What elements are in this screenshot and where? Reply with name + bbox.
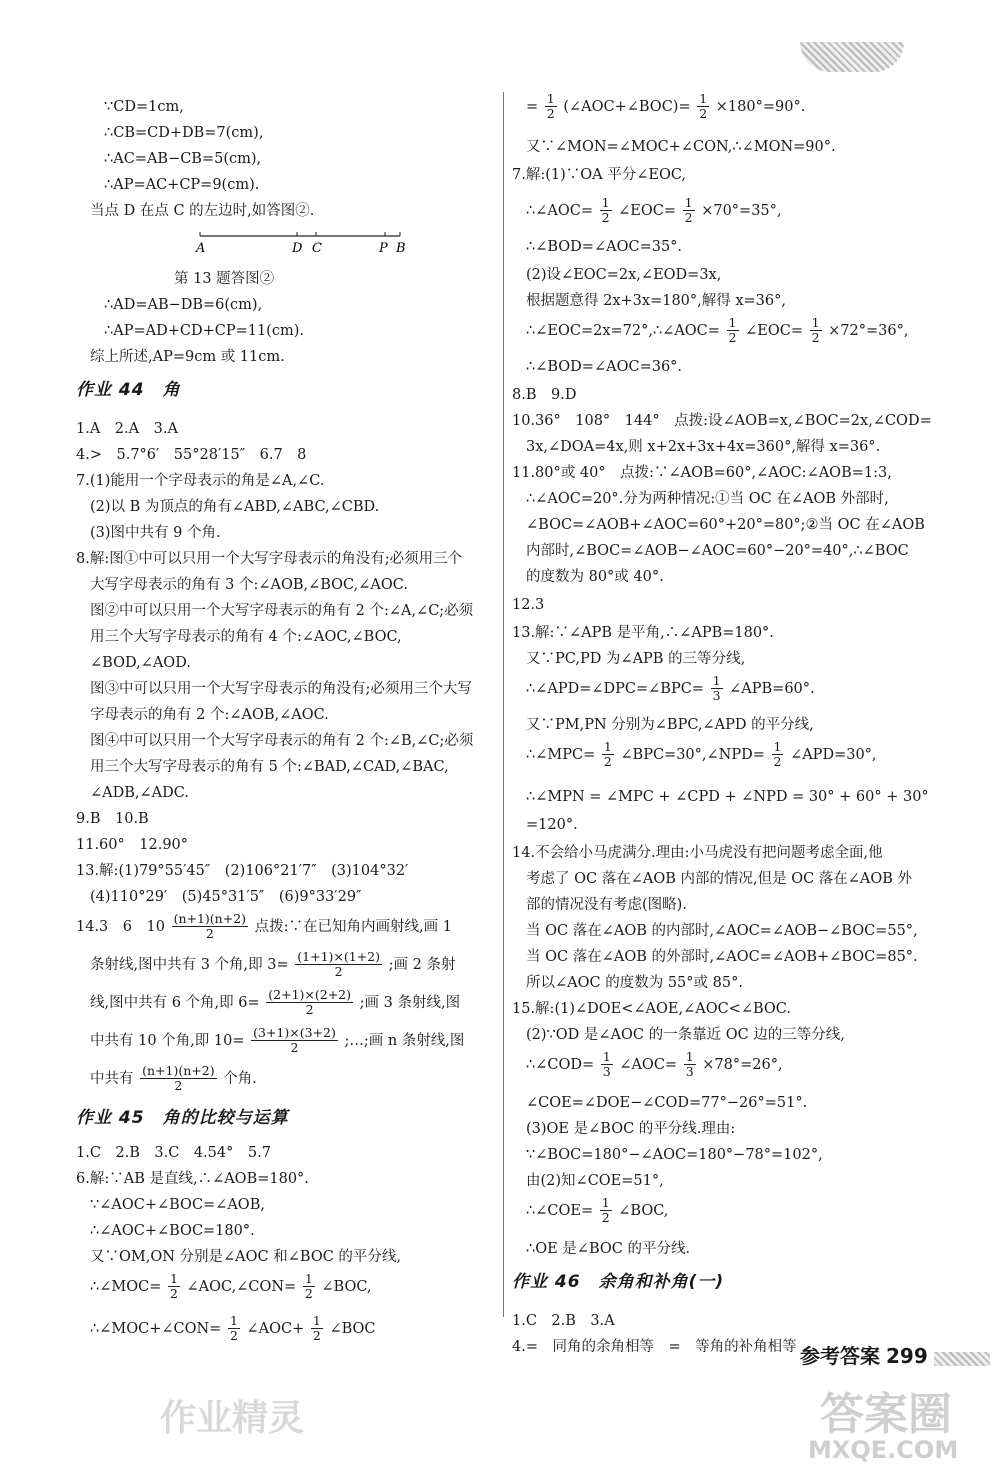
numerator: (n+1)(n+2) — [173, 911, 247, 926]
answer-line: 7.解:(1)∵OA 平分∠EOC, — [512, 167, 687, 183]
text-line: ∴AP=AC+CP=9(cm). — [104, 177, 260, 193]
fraction — [810, 316, 822, 346]
answer-line: =120°. — [526, 817, 578, 833]
text: 14.3 6 10 — [76, 918, 165, 935]
fraction — [295, 950, 382, 980]
answer-line: ∴OE 是∠BOC 的平分线. — [526, 1241, 691, 1257]
text: ×180°=90°. — [715, 98, 806, 115]
fraction — [311, 1314, 323, 1344]
answer-line: 当 OC 落在∠AOB 的内部时,∠AOC=∠AOB−∠BOC=55°, — [526, 923, 918, 939]
text: = — [526, 98, 539, 115]
answer-line: ∠BOD,∠AOD. — [90, 655, 191, 671]
text: ∠AOC= — [619, 1056, 678, 1073]
denominator: 2 — [601, 210, 610, 226]
answer-line: 用三个大写字母表示的角有 4 个:∠AOC,∠BOC, — [90, 629, 402, 645]
numerator: 1 — [728, 315, 737, 330]
fraction — [684, 1050, 696, 1080]
denominator: 2 — [304, 1286, 313, 1302]
answer-line-frac — [526, 92, 805, 122]
fraction — [266, 988, 353, 1018]
answer-line-frac — [526, 196, 782, 226]
footer-decoration — [934, 1352, 990, 1366]
answer-line: 4.= 同角的余角相等 = 等角的补角相等 — [512, 1339, 797, 1355]
text: ∠EOC= — [745, 322, 803, 339]
answer-line: 1.A 2.A 3.A — [76, 421, 178, 437]
denominator: 2 — [811, 330, 820, 346]
answer-line: 根据题意得 2x+3x=180°,解得 x=36°, — [526, 293, 786, 309]
fraction — [303, 1272, 315, 1302]
answer-line: ∴∠AOC+∠BOC=180°. — [90, 1223, 255, 1239]
answer-line: ∠ADB,∠ADC. — [90, 785, 189, 801]
fraction — [697, 92, 709, 122]
text: ∠AOC,∠CON= — [186, 1278, 297, 1295]
text: ∴∠MOC= — [90, 1278, 162, 1295]
text: ∠EOC= — [618, 202, 677, 219]
answer-line: 字母表示的角有 2 个:∠AOB,∠AOC. — [90, 707, 329, 723]
answer-line-frac — [90, 1272, 372, 1302]
fraction — [600, 1196, 612, 1226]
answer-line: 当 OC 落在∠AOB 的外部时,∠AOC=∠AOB+∠BOC=85°. — [526, 949, 918, 965]
section-heading-44: 作业 44 角 — [76, 380, 181, 400]
fraction — [601, 1050, 613, 1080]
point-label-a: A — [196, 241, 206, 256]
answer-line: 用三个大写字母表示的角有 5 个:∠BAD,∠CAD,∠BAC, — [90, 759, 449, 775]
text: ∴∠EOC=2x=72°,∴∠AOC= — [526, 322, 720, 339]
numerator: 1 — [699, 91, 708, 106]
text: ×78°=26°, — [702, 1056, 783, 1073]
answer-line: 又∵PM,PN 分别为∠BPC,∠APD 的平分线, — [526, 717, 814, 733]
point-label-p: P — [379, 241, 388, 256]
answer-line: 13.解:(1)79°55′45″ (2)106°21′7″ (3)104°32′ — [76, 863, 409, 879]
watermark-left: 作业精灵 — [160, 1398, 305, 1439]
answer-line: 8.解:图①中可以只用一个大写字母表示的角没有;必须用三个 — [76, 551, 463, 567]
text: ;画 2 条射 — [388, 956, 456, 973]
answer-line: ∵∠BOC=180°−∠AOC=180°−78°=102°, — [526, 1147, 823, 1163]
numerator: (2+1)×(2+2) — [268, 987, 352, 1002]
numerator: 1 — [684, 195, 693, 210]
answer-line: (2)∵OD 是∠AOC 的一条靠近 OC 边的三等分线, — [526, 1027, 845, 1043]
answer-line-frac — [90, 950, 455, 980]
section-heading-46: 作业 46 余角和补角(一) — [512, 1272, 725, 1292]
answer-line: 9.B 10.B — [76, 811, 149, 827]
numerator: 1 — [169, 1271, 178, 1286]
numerator: 1 — [601, 1195, 610, 1210]
denominator: 3 — [602, 1064, 611, 1080]
denominator: 3 — [685, 1064, 694, 1080]
top-decoration — [800, 42, 904, 72]
text: ∠BOC, — [321, 1278, 372, 1295]
answer-line: 内部时,∠BOC=∠AOB−∠AOC=60°−20°=40°,∴∠BOC — [526, 543, 909, 559]
watermark-right: 答案圈 — [820, 1389, 952, 1440]
answer-line-frac — [526, 674, 815, 704]
answer-line-frac — [526, 1050, 783, 1080]
text: ∠AOC+ — [246, 1320, 305, 1337]
text: 条射线,图中共有 3 个角,即 3= — [90, 956, 289, 973]
figure-caption: 第 13 题答图② — [174, 271, 275, 287]
point-label-c: C — [312, 241, 322, 256]
text: ;画 3 条射线,图 — [359, 994, 461, 1011]
answer-line: 图②中可以只用一个大写字母表示的角有 2 个:∠A,∠C;必须 — [90, 603, 474, 619]
numerator: (3+1)×(3+2) — [253, 1025, 336, 1040]
text: ∠BPC=30°,∠NPD= — [620, 746, 765, 763]
text: ∠APB=60°. — [729, 680, 815, 697]
denominator: 2 — [205, 926, 214, 942]
denominator: 3 — [712, 688, 721, 704]
numerator: 1 — [304, 1271, 313, 1286]
text-line: ∵CD=1cm, — [104, 99, 184, 115]
text-line: ∴AP=AD+CD+CP=11(cm). — [104, 323, 304, 339]
answer-line: 所以∠AOC 的度数为 55°或 85°. — [526, 975, 743, 991]
answer-line: ∴∠MPN = ∠MPC + ∠CPD + ∠NPD = 30° + 60° + 30° — [526, 789, 929, 805]
answer-line: 1.C 2.B 3.A — [512, 1313, 615, 1329]
answer-line: 11.80°或 40° 点拨:∵∠AOB=60°,∠AOC:∠AOB=1:3, — [512, 465, 892, 481]
fraction — [140, 1064, 216, 1094]
page-footer — [800, 1340, 990, 1369]
text-line: 综上所述,AP=9cm 或 11cm. — [90, 349, 285, 365]
answer-line: ∵∠AOC+∠BOC=∠AOB, — [90, 1197, 265, 1213]
answer-line: (3)图中共有 9 个角. — [90, 525, 221, 541]
numerator: (n+1)(n+2) — [142, 1063, 215, 1078]
answer-line-frac — [90, 988, 460, 1018]
answer-line: 图④中可以只用一个大写字母表示的角有 2 个:∠B,∠C;必须 — [90, 733, 474, 749]
answer-line: 11.60° 12.90° — [76, 837, 189, 853]
answer-line-frac — [526, 1196, 668, 1226]
text: ∠APD=30°, — [790, 746, 877, 763]
answer-line: 13.解:∵∠APB 是平角,∴∠APB=180°. — [512, 625, 774, 641]
answer-line: ∠BOC=∠AOB+∠AOC=60°+20°=80°;②当 OC 在∠AOB — [526, 517, 925, 533]
section-heading-45: 作业 45 角的比较与运算 — [76, 1108, 289, 1128]
fraction — [602, 740, 614, 770]
answer-line-frac — [76, 912, 452, 942]
fraction — [683, 196, 695, 226]
denominator: 2 — [699, 106, 708, 122]
denominator: 2 — [229, 1328, 238, 1344]
answer-line: ∴∠BOD=∠AOC=35°. — [526, 239, 683, 255]
answer-line-frac — [90, 1064, 257, 1094]
answer-line: 7.(1)能用一个字母表示的角是∠A,∠C. — [76, 473, 325, 489]
numerator: 1 — [546, 91, 555, 106]
fraction — [727, 316, 739, 346]
answer-line: 8.B 9.D — [512, 387, 577, 403]
answer-line-frac — [90, 1026, 464, 1056]
denominator: 2 — [305, 1002, 314, 1018]
answer-line: 图③中可以只用一个大写字母表示的角没有;必须用三个大写 — [90, 681, 472, 697]
answer-line-frac — [90, 1314, 376, 1344]
denominator: 2 — [773, 754, 782, 770]
denominator: 2 — [546, 106, 555, 122]
numerator: 1 — [602, 1049, 611, 1064]
answer-line: ∴∠AOC=20°.分为两种情况:①当 OC 在∠AOB 外部时, — [526, 491, 889, 507]
fraction — [711, 674, 723, 704]
answer-line: 又∵∠MON=∠MOC+∠CON,∴∠MON=90°. — [526, 139, 836, 155]
text: ∴∠MPC= — [526, 746, 596, 763]
answer-line: 的度数为 80°或 40°. — [526, 569, 664, 585]
page-number: 299 — [886, 1344, 928, 1368]
segment-figure — [76, 226, 494, 276]
answer-line: (2)设∠EOC=2x,∠EOD=3x, — [526, 267, 722, 283]
text: ×72°=36°, — [828, 322, 909, 339]
answer-line: 14.不会给小马虎满分.理由:小马虎没有把问题考虑全面,他 — [512, 845, 883, 861]
footer-label: 参考答案 — [800, 1344, 880, 1368]
text: ∠BOC, — [618, 1202, 669, 1219]
text: 个角. — [223, 1070, 257, 1087]
text-line: ∴AC=AB−CB=5(cm), — [104, 151, 262, 167]
text: ∴∠APD=∠DPC=∠BPC= — [526, 680, 704, 697]
answer-line: (4)110°29′ (5)45°31′5″ (6)9°33′29″ — [90, 889, 362, 905]
answer-line: (3)OE 是∠BOC 的平分线.理由: — [526, 1121, 736, 1137]
answer-line: 大写字母表示的角有 3 个:∠AOB,∠BOC,∠AOC. — [90, 577, 408, 593]
text-line: ∴AD=AB−DB=6(cm), — [104, 297, 263, 313]
answer-line: 又∵PC,PD 为∠APB 的三等分线, — [526, 651, 746, 667]
column-divider — [503, 92, 504, 1317]
text: 中共有 — [90, 1070, 134, 1087]
answer-line: 15.解:(1)∠DOE<∠AOE,∠AOC<∠BOC. — [512, 1001, 791, 1017]
answer-line: ∴∠BOD=∠AOC=36°. — [526, 359, 683, 375]
denominator: 2 — [312, 1328, 321, 1344]
answer-line: 由(2)知∠COE=51°, — [526, 1173, 664, 1189]
fraction — [168, 1272, 180, 1302]
answer-line: 10.36° 108° 144° 点拨:设∠AOB=x,∠BOC=2x,∠COD= — [512, 413, 932, 429]
denominator: 2 — [684, 210, 693, 226]
fraction — [545, 92, 557, 122]
text: 中共有 10 个角,即 10= — [90, 1032, 245, 1049]
text: ∴∠COD= — [526, 1056, 595, 1073]
text: ;…;画 n 条射线,图 — [344, 1032, 465, 1049]
fraction — [772, 740, 784, 770]
answer-line: 4.> 5.7°6′ 55°28′15″ 6.7 8 — [76, 447, 307, 463]
numerator: 1 — [712, 673, 721, 688]
denominator: 2 — [603, 754, 612, 770]
answer-line: 部的情况没有考虑(图略). — [526, 897, 687, 913]
text: ∴∠AOC= — [526, 202, 593, 219]
text: ×70°=35°, — [701, 202, 782, 219]
denominator: 2 — [728, 330, 737, 346]
answer-line: 又∵OM,ON 分别是∠AOC 和∠BOC 的平分线, — [90, 1249, 402, 1265]
text: ∠BOC — [329, 1320, 376, 1337]
answer-line: ∠COE=∠DOE−∠COD=77°−26°=51°. — [526, 1095, 808, 1111]
answer-line: 12.3 — [512, 597, 545, 613]
numerator: 1 — [811, 315, 820, 330]
text: (∠AOC+∠BOC)= — [563, 98, 691, 115]
fraction — [251, 1026, 338, 1056]
numerator: 1 — [685, 1049, 694, 1064]
text: ∴∠MOC+∠CON= — [90, 1320, 222, 1337]
point-label-b: B — [396, 241, 406, 256]
numerator: 1 — [601, 195, 610, 210]
fraction — [600, 196, 612, 226]
denominator: 2 — [334, 964, 343, 980]
fraction — [228, 1314, 240, 1344]
denominator: 2 — [169, 1286, 178, 1302]
text-line: ∴CB=CD+DB=7(cm), — [104, 125, 264, 141]
watermark-url: MXQE.COM — [808, 1436, 959, 1464]
numerator: (1+1)×(1+2) — [297, 949, 381, 964]
text-line: 当点 D 在点 C 的左边时,如答图②. — [90, 203, 315, 219]
answer-line-frac — [526, 740, 877, 770]
answer-line: 3x,∠DOA=4x,则 x+2x+3x+4x=360°,解得 x=36°. — [526, 439, 881, 455]
fraction — [172, 912, 248, 942]
text: ∴∠COE= — [526, 1202, 594, 1219]
denominator: 2 — [174, 1078, 183, 1094]
answer-line: (2)以 B 为顶点的角有∠ABD,∠ABC,∠CBD. — [90, 499, 380, 515]
answer-line: 6.解:∵AB 是直线,∴∠AOB=180°. — [76, 1171, 309, 1187]
numerator: 1 — [312, 1313, 321, 1328]
text: 线,图中共有 6 个角,即 6= — [90, 994, 260, 1011]
denominator: 2 — [290, 1040, 299, 1056]
denominator: 2 — [601, 1210, 610, 1226]
answer-line: 1.C 2.B 3.C 4.54° 5.7 — [76, 1145, 271, 1161]
numerator: 1 — [229, 1313, 238, 1328]
answer-line: 考虑了 OC 落在∠AOB 内部的情况,但是 OC 落在∠AOB 外 — [526, 871, 913, 887]
numerator: 1 — [773, 739, 782, 754]
numerator: 1 — [603, 739, 612, 754]
point-label-d: D — [292, 241, 303, 256]
answer-line-frac — [526, 316, 908, 346]
text: 点拨:∵在已知角内画射线,画 1 — [254, 918, 452, 935]
